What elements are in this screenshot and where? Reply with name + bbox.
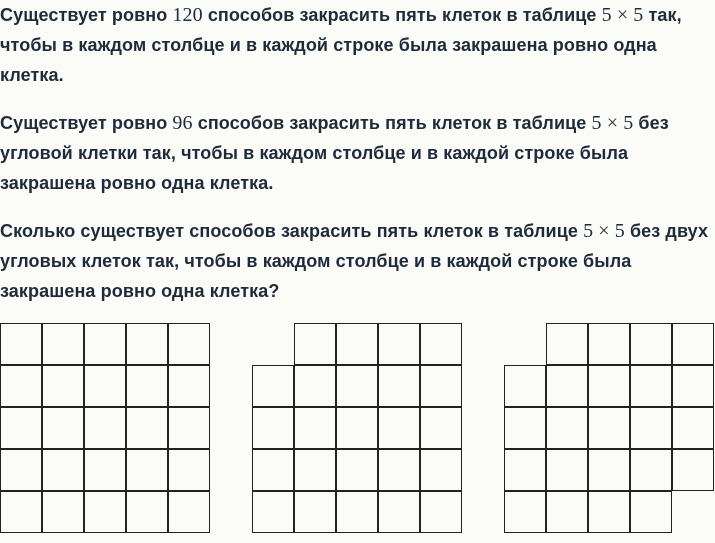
grid-cell xyxy=(420,407,462,449)
grid-cell xyxy=(84,323,126,365)
text: без угловой клетки так, чтобы в каждом столбце и в каждой строке была закрашена ровно одна клетка. xyxy=(0,113,669,193)
grid-cell xyxy=(126,365,168,407)
grid-cell xyxy=(672,407,714,449)
text: Существует ровно xyxy=(0,113,173,133)
grid-cell xyxy=(546,323,588,365)
grid-cell xyxy=(84,491,126,533)
grid-cell xyxy=(294,449,336,491)
grid-cell xyxy=(126,491,168,533)
grid-cell xyxy=(336,365,378,407)
grid-cell xyxy=(588,323,630,365)
grid-cell xyxy=(294,491,336,533)
grid-cell xyxy=(546,449,588,491)
grid-cell xyxy=(546,491,588,533)
grid-cell xyxy=(336,449,378,491)
grid-cell xyxy=(336,407,378,449)
grid-cell xyxy=(504,449,546,491)
grid-cell xyxy=(0,365,42,407)
grid-cell xyxy=(294,407,336,449)
grid-cell xyxy=(0,449,42,491)
grid-cell xyxy=(252,491,294,533)
grid-cell xyxy=(252,449,294,491)
text: способов закрасить пять клеток в таблице xyxy=(192,113,592,133)
grid-cell xyxy=(0,491,42,533)
math-5x5: 5 × 5 xyxy=(583,220,625,242)
grid-cell xyxy=(504,407,546,449)
statement-1 xyxy=(0,0,712,90)
grid-cell xyxy=(672,365,714,407)
grid-cell xyxy=(168,491,210,533)
grid-cell xyxy=(42,365,84,407)
number-96: 96 xyxy=(172,112,193,134)
grid-cell xyxy=(420,323,462,365)
grid-cell xyxy=(672,449,714,491)
grid-cell xyxy=(0,323,42,365)
grid-cell xyxy=(168,449,210,491)
grid-cell xyxy=(42,491,84,533)
grid-cell xyxy=(126,407,168,449)
grid-cell xyxy=(168,407,210,449)
text: так, чтобы в каждом столбце и в каждой строке была закрашена ровно одна клетка. xyxy=(0,5,682,85)
number-120: 120 xyxy=(172,4,203,26)
grid-cell xyxy=(546,407,588,449)
statement-2 xyxy=(0,108,712,198)
text: без двух угловых клеток так, чтобы в каждом столбце и в каждой строке была закрашена ровно одна клетка? xyxy=(0,221,709,301)
grid-cell xyxy=(588,449,630,491)
grid-cell xyxy=(504,491,546,533)
grid-cell xyxy=(378,491,420,533)
grid-cell xyxy=(84,365,126,407)
grid-cell xyxy=(168,323,210,365)
grid-cell xyxy=(84,407,126,449)
grid-cell xyxy=(84,449,126,491)
grid-cell xyxy=(588,491,630,533)
text: способов закрасить пять клеток в таблице xyxy=(202,5,602,25)
grid-cell xyxy=(378,449,420,491)
grid-cell xyxy=(42,449,84,491)
grid-cell xyxy=(126,449,168,491)
grid-cell xyxy=(378,323,420,365)
grid-cell xyxy=(672,323,714,365)
grid-cell xyxy=(252,407,294,449)
grid-cell xyxy=(126,323,168,365)
grid-cell xyxy=(588,407,630,449)
grid-cell xyxy=(420,449,462,491)
grid-cell xyxy=(294,365,336,407)
grid-cell xyxy=(504,365,546,407)
grid-cell xyxy=(168,365,210,407)
grid-cell xyxy=(336,323,378,365)
grid-cell xyxy=(630,491,672,533)
question xyxy=(0,216,712,306)
grid-cell xyxy=(378,407,420,449)
grid-cell xyxy=(630,323,672,365)
grid-cell xyxy=(588,365,630,407)
grid-cell xyxy=(294,323,336,365)
grid-cell xyxy=(42,323,84,365)
math-5x5: 5 × 5 xyxy=(591,112,634,134)
math-5x5: 5 × 5 xyxy=(601,4,644,26)
grid-cell xyxy=(0,407,42,449)
grid-cell xyxy=(630,449,672,491)
grid-cell xyxy=(336,491,378,533)
grid-cell xyxy=(420,491,462,533)
grid-cell xyxy=(630,407,672,449)
grid-cell xyxy=(252,365,294,407)
text: Сколько существует способов закрасить пять клеток в таблице xyxy=(0,221,584,241)
text: Существует ровно xyxy=(0,5,173,25)
grid-cell xyxy=(630,365,672,407)
grid-cell xyxy=(546,365,588,407)
grid-cell xyxy=(42,407,84,449)
grid-cell xyxy=(378,365,420,407)
grid-cell xyxy=(420,365,462,407)
